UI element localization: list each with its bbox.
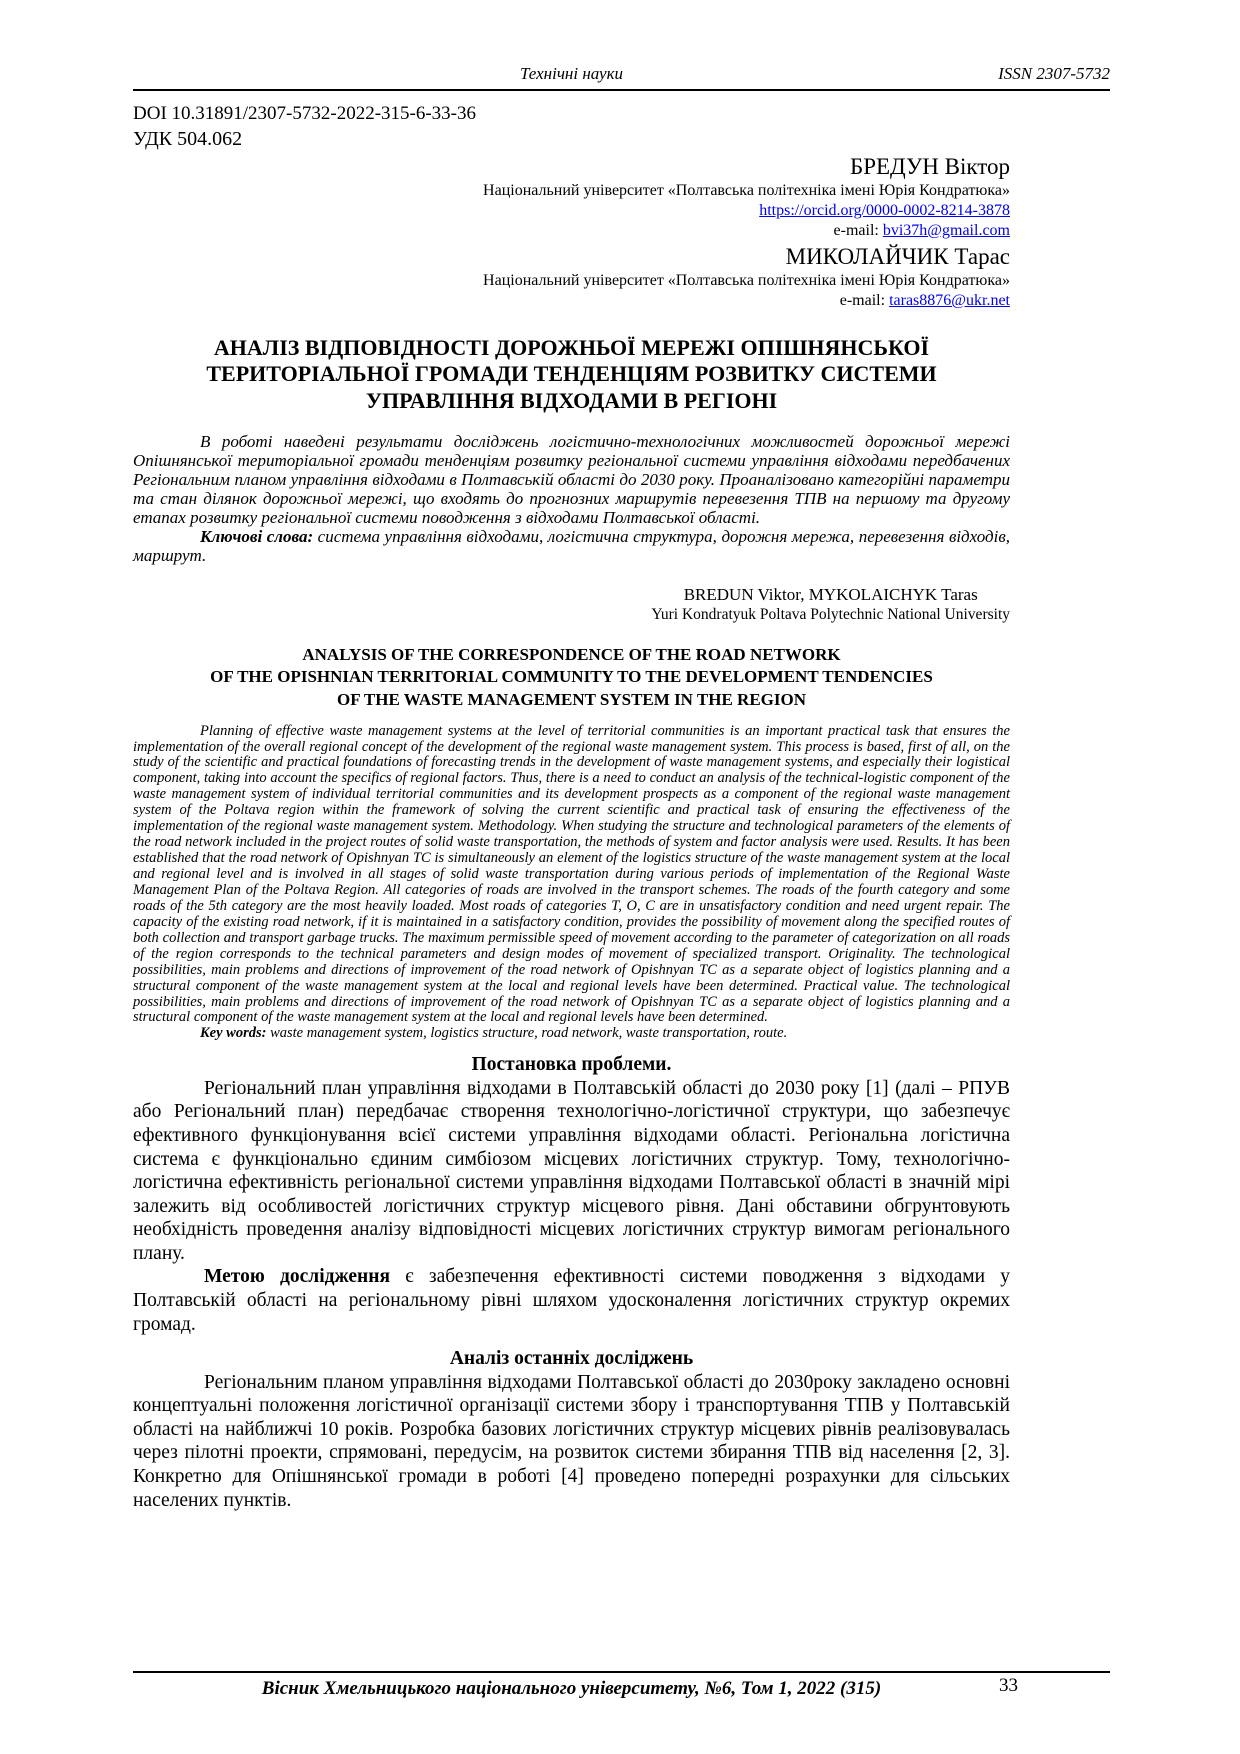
page-number: 33 [999, 1675, 1018, 1696]
authors-en-affiliation: Yuri Kondratyuk Poltava Polytechnic National University [651, 605, 1010, 623]
author-1 [133, 153, 1010, 241]
author-2-affiliation: Національний університет «Полтавська політехніка імені Юрія Кондратюка» [483, 271, 1010, 289]
authors-en-block [651, 585, 1010, 624]
page-footer [133, 1671, 1110, 1700]
author-1-affiliation: Національний університет «Полтавська політехніка імені Юрія Кондратюка» [483, 182, 1010, 200]
abstract-uk: В роботі наведені результати досліджень логістично-технологічних можливостей дорожньої мережі Опішнянської територіальної громади тенденціям розвитку регіональної системи управління відходами передбачених Регіональним планом управління відходами в Полтавській області до 2030 року. Проаналізовано категорійні параметри та стан ділянок дорожньої мережі, що входять до прогнозних маршрутів перевезення ТПВ на першому та другому етапах розвитку регіональної системи поводження з відходами Полтавської області. [133, 432, 1010, 528]
journal-section-label: Технічні науки [519, 64, 624, 83]
keywords-uk-label: Ключові слова: [200, 527, 318, 547]
article-title-en-line-1: ANALYSIS OF THE CORRESPONDENCE OF THE ROAD NETWORK [302, 645, 841, 665]
page-header [133, 64, 1110, 91]
paragraph-research-aim-lead: Метою дослідження [204, 1266, 391, 1288]
author-1-email-link[interactable]: bvi37h@gmail.com [882, 221, 1010, 239]
journal-footer-title: Вісник Хмельницького національного університету, №6, Том 1, 2022 (315) [261, 1678, 882, 1699]
issn-label: ISSN 2307-5732 [998, 64, 1110, 83]
paragraph-problem-1: Регіональний план управління відходами в Полтавській області до 2030 року [1] (далі – РПУВ або Регіональний план) передбачає створення технологічно-логістичної структури, що забезпечує ефективного функціонування всієї системи управління відходами області. Регіональна логістична система є функціонально єдиним симбіозом місцевих логістичних структур. Тому, технологічно-логістична ефективність регіональної системи управління відходами Полтавської області в значній мірі залежить від особливостей логістичних структур місцевого рівня. Дані обставини обгрунтовують необхідність проведення аналізу відповідності місцевих логістичних структур вимогам регіонального плану. [133, 1077, 1010, 1264]
article-content [133, 91, 1010, 1512]
authors-block [133, 153, 1010, 311]
authors-en-names: BREDUN Viktor, MYKOLAICHYK Taras [683, 585, 978, 605]
udc-line: УДК 504.062 [133, 128, 243, 150]
section-heading-recent-research: Аналіз останніх досліджень [449, 1348, 694, 1370]
section-heading-problem-statement: Постановка проблеми. [471, 1054, 672, 1076]
keywords-uk [133, 527, 1010, 565]
author-2-email-line [133, 292, 1010, 311]
email-label: e-mail: [839, 291, 890, 309]
email-label: e-mail: [833, 221, 883, 239]
author-1-orcid-line [133, 202, 1010, 221]
article-title-uk-line-2: ТЕРИТОРІАЛЬНОЇ ГРОМАДИ ТЕНДЕНЦІЯМ РОЗВИТКУ СИСТЕМИ [206, 361, 937, 387]
article-title-uk-line-3: УПРАВЛІННЯ ВІДХОДАМИ В РЕГІОНІ [365, 388, 778, 414]
article-title-en-line-3: OF THE WASTE MANAGEMENT SYSTEM IN THE REGION [336, 689, 807, 709]
author-1-name: БРЕДУН Віктор [849, 154, 1010, 179]
keywords-en-list: waste management system, logistics structure, road network, waste transportation, route. [270, 1025, 788, 1042]
author-2 [133, 243, 1010, 311]
article-title-en [133, 644, 1010, 710]
abstract-en: Planning of effective waste management systems at the level of territorial communities is an important practical task that ensures the implementation of the overall regional concept of the development of the regional waste management system. This process is based, first of all, on the study of the scientific and practical foundations of forecasting trends in the development of waste management systems, and especially their logistical component, taking into account the specifics of regional factors. Thus, there is a need to conduct an analysis of the technical-logistic component of the waste management system of individual territorial communities and its development prospects as a component of the regional waste management system of the Poltava region within the framework of solving the current scientific and practical task of ensuring the effectiveness of the implementation of the regional waste management system. Methodology. When studying the structure and technological parameters of the elements of the road network included in the project routes of solid waste transportation, the methods of system and factor analysis were used. Results. It has been established that the road network of Opishnyan TC is simultaneously an element of the logistics structure of the waste management system at the local and regional level and is involved in all stages of solid waste transportation during various periods of implementation of the Regional Waste Management Plan of the Poltava Region. All categories of roads are involved in the transport schemes. The roads of the fourth category and some roads of the 5th category are the most heavily loaded. Most roads of categories T, O, C are in unsatisfactory condition and need urgent repair. The capacity of the existing road network, if it is maintained in a satisfactory condition, provides the possibility of movement along the specified routes of both collection and transport garbage trucks. The maximum permissible speed of movement according to the parameter of categorization on all roads of the region corresponds to the technical parameters and design modes of movement of specialized transport. Originality. The technological possibilities, main problems and directions of improvement of the road network of Opishnyan TC as a separate object of logistics planning and a structural component of the waste management system at the local and regional levels have been determined. Practical value. The technological possibilities, main problems and directions of improvement of the road network of Opishnyan TC as a separate object of logistics planning and a structural component of the waste management system at the local and regional levels have been determined. [133, 722, 1010, 1026]
author-1-email-line [133, 222, 1010, 241]
paragraph-research-aim [133, 1265, 1010, 1336]
keywords-uk-list: система управління відходами, логістична структура, дорожня мережа, перевезення відходів, маршрут. [133, 527, 1011, 566]
footer-inner [133, 1675, 1018, 1700]
header-inner [133, 64, 1010, 84]
author-2-email-link[interactable]: taras8876@ukr.net [889, 291, 1010, 309]
paragraph-recent-research-1: Регіональним планом управління відходами Полтавської області до 2030року закладено основні концептуальні положення логістичної організації системи збору і транспортування ТПВ у Полтавській області на найближчі 10 років. Розробка базових логістичних структур місцевих рівнів реалізовувалась через пілотні проекти, спрямовані, передусім, на розвиток системи збирання ТПВ від населення [2, 3]. Конкретно для Опішнянської громади в роботі [4] проведено попередні розрахунки для сільських населених пунктів. [133, 1371, 1010, 1511]
article-title-en-line-2: OF THE OPISHNIAN TERRITORIAL COMMUNITY TO THE DEVELOPMENT TENDENCIES [210, 667, 933, 687]
author-2-name: МИКОЛАЙЧИК Тарас [785, 243, 1010, 269]
article-title-uk [133, 335, 1010, 415]
doi-line: DOI 10.31891/2307-5732-2022-315-6-33-36 [133, 103, 477, 124]
keywords-en-label: Key words: [200, 1025, 271, 1042]
article-title-uk-line-1: АНАЛІЗ ВІДПОВІДНОСТІ ДОРОЖНЬОЇ МЕРЕЖІ ОПІШНЯНСЬКОЇ [213, 334, 930, 360]
paragraph-research-aim-text: є забезпечення ефективності системи поводження з відходами у Полтавській області на регіональному рівні шляхом удосконалення логістичних структур окремих громад. [133, 1266, 1010, 1335]
keywords-en [133, 1026, 1010, 1042]
orcid-link[interactable]: https://orcid.org/0000-0002-8214-3878 [759, 202, 1010, 219]
